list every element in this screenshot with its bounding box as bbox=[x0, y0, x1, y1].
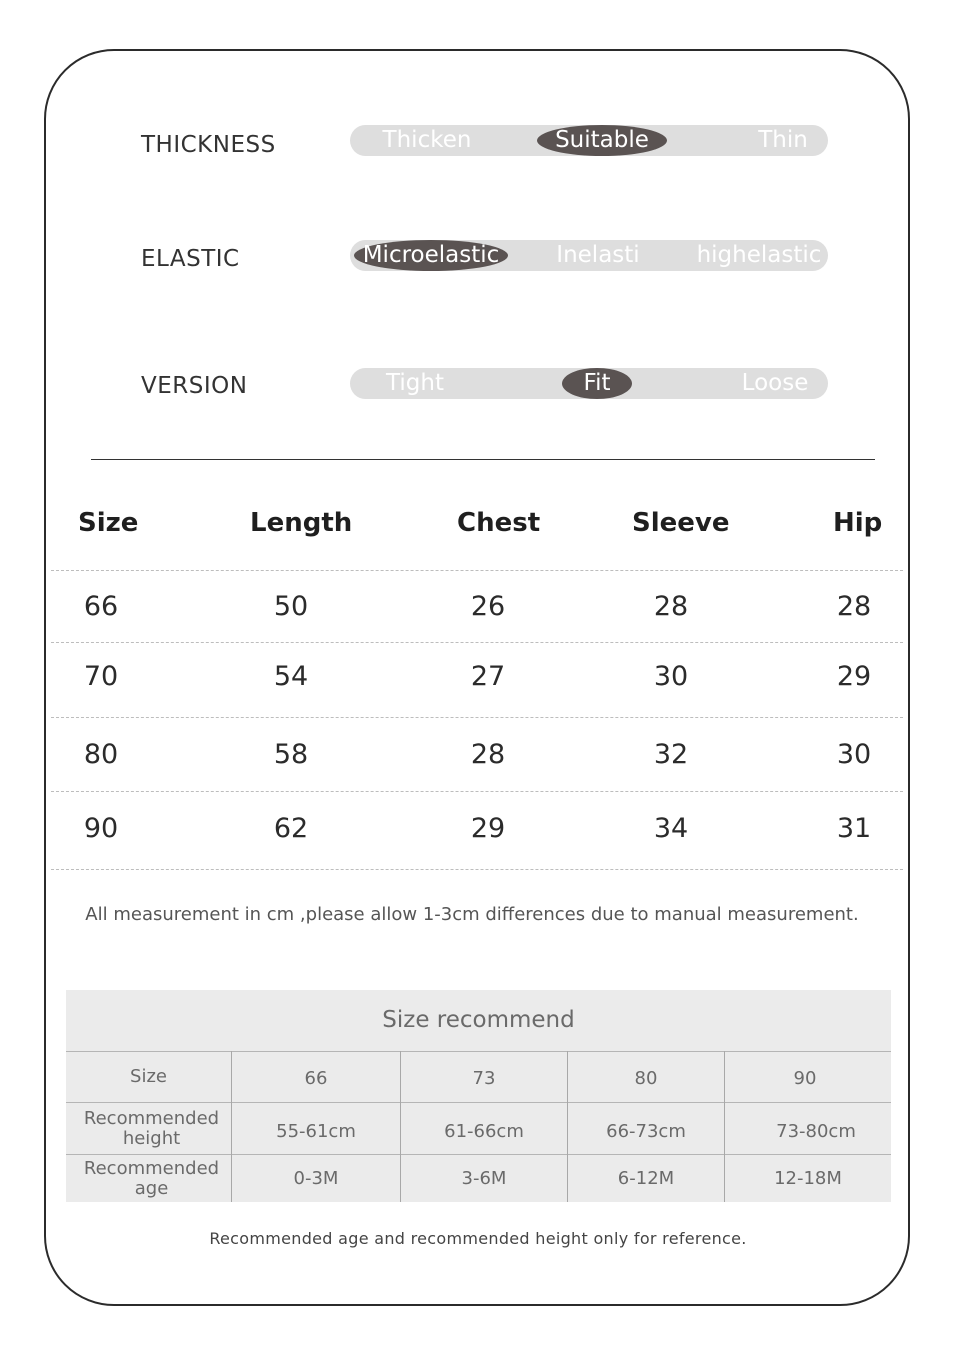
cell-chest: 29 bbox=[470, 813, 506, 844]
version-option-tight: Tight bbox=[386, 370, 444, 396]
size-recommend-title: Size recommend bbox=[382, 1007, 575, 1033]
cell-hip: 29 bbox=[836, 661, 872, 692]
cell-hip: 30 bbox=[836, 739, 872, 770]
rec-cell: 90 bbox=[793, 1068, 817, 1089]
cell-sleeve: 34 bbox=[653, 813, 689, 844]
rec-cell: 80 bbox=[634, 1068, 658, 1089]
rec-cell: 0-3M bbox=[293, 1167, 339, 1189]
cell-length: 62 bbox=[273, 813, 309, 844]
elastic-option-microelastic: Microelastic bbox=[354, 240, 508, 271]
table-separator bbox=[51, 642, 903, 643]
rec-cell: 12-18M bbox=[774, 1167, 842, 1189]
rec-cell: 73 bbox=[472, 1068, 496, 1089]
header-size: Size bbox=[78, 508, 139, 538]
elastic-scale bbox=[350, 240, 828, 271]
rec-cell: 61-66cm bbox=[444, 1120, 524, 1142]
header-length: Length bbox=[250, 508, 353, 538]
elastic-label: ELASTIC bbox=[141, 246, 240, 272]
cell-hip: 31 bbox=[836, 813, 872, 844]
cell-length: 50 bbox=[273, 591, 309, 622]
cell-hip: 28 bbox=[836, 591, 872, 622]
table-separator bbox=[51, 570, 903, 571]
rec-cell: 66 bbox=[304, 1068, 328, 1089]
cell-sleeve: 30 bbox=[653, 661, 689, 692]
version-scale bbox=[350, 368, 828, 399]
cell-sleeve: 28 bbox=[653, 591, 689, 622]
size-recommend-table bbox=[66, 990, 891, 1202]
section-divider bbox=[91, 459, 875, 460]
version-option-loose: Loose bbox=[741, 370, 809, 396]
cell-length: 58 bbox=[273, 739, 309, 770]
thickness-scale bbox=[350, 125, 828, 156]
cell-size: 70 bbox=[83, 661, 119, 692]
table-separator bbox=[51, 791, 903, 792]
rec-row-label: Recommended age bbox=[83, 1157, 220, 1199]
header-chest: Chest bbox=[457, 508, 541, 538]
thickness-option-thin: Thin bbox=[758, 127, 808, 153]
cell-size: 66 bbox=[83, 591, 119, 622]
rec-cell: 73-80cm bbox=[776, 1120, 856, 1142]
cell-chest: 26 bbox=[470, 591, 506, 622]
rec-row-label: Recommended height bbox=[83, 1107, 220, 1149]
elastic-option-inelastic: Inelasti bbox=[556, 242, 640, 268]
cell-chest: 27 bbox=[470, 661, 506, 692]
elastic-option-highelastic: highelastic bbox=[696, 242, 822, 268]
version-label: VERSION bbox=[141, 373, 248, 399]
rec-row-label: Size bbox=[130, 1066, 167, 1087]
thickness-label: THICKNESS bbox=[141, 132, 276, 158]
cell-chest: 28 bbox=[470, 739, 506, 770]
table-separator bbox=[51, 717, 903, 718]
cell-size: 90 bbox=[83, 813, 119, 844]
reference-footnote: Recommended age and recommended height only for reference. bbox=[209, 1229, 747, 1248]
measurement-note: All measurement in cm ,please allow 1-3cm differences due to manual measurement. bbox=[85, 904, 859, 925]
rec-cell: 55-61cm bbox=[276, 1120, 356, 1142]
table-separator bbox=[51, 869, 903, 870]
header-sleeve: Sleeve bbox=[632, 508, 730, 538]
thickness-option-suitable: Suitable bbox=[537, 125, 667, 156]
cell-length: 54 bbox=[273, 661, 309, 692]
cell-size: 80 bbox=[83, 739, 119, 770]
version-option-fit: Fit bbox=[562, 368, 632, 399]
rec-cell: 3-6M bbox=[461, 1167, 507, 1189]
header-hip: Hip bbox=[833, 508, 883, 538]
rec-cell: 6-12M bbox=[617, 1167, 675, 1189]
cell-sleeve: 32 bbox=[653, 739, 689, 770]
rec-cell: 66-73cm bbox=[606, 1120, 686, 1142]
thickness-option-thicken: Thicken bbox=[382, 127, 472, 153]
